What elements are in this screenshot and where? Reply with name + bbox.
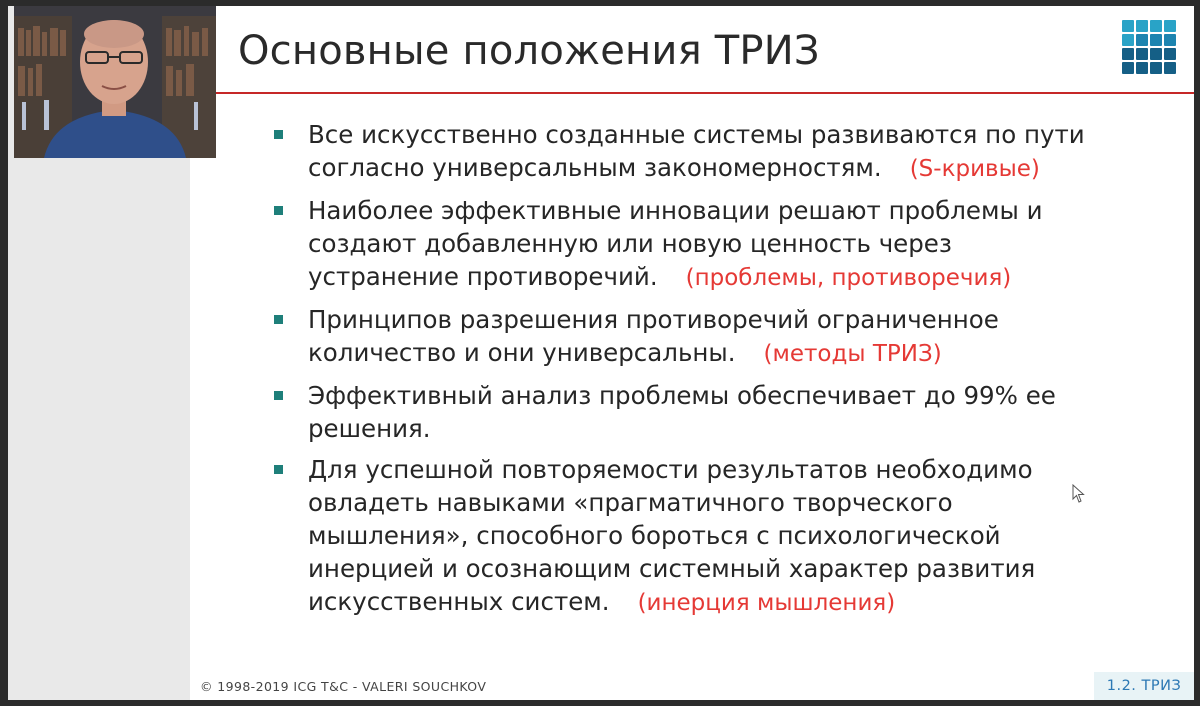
- logo-cell: [1150, 20, 1162, 32]
- bullet-line: [308, 486, 1090, 519]
- bullet-text: решения.: [308, 414, 431, 443]
- bullet-item: [270, 453, 1090, 620]
- logo-cell: [1122, 62, 1134, 74]
- bullet-text: Наиболее эффективные инновации решают проблемы и: [308, 196, 1043, 225]
- grid-logo-icon: [1122, 20, 1178, 76]
- bullet-text: Для успешной повторяемости результатов необходимо: [308, 455, 1033, 484]
- bullet-text: Принципов разрешения противоречий ограниченное: [308, 305, 999, 334]
- logo-cell: [1136, 48, 1148, 60]
- square-bullet-icon: [274, 315, 283, 324]
- bullet-text: создают добавленную или новую ценность через: [308, 229, 952, 258]
- logo-cell: [1122, 20, 1134, 32]
- logo-cell: [1122, 48, 1134, 60]
- bullet-line: [308, 227, 1090, 260]
- logo-cell: [1150, 62, 1162, 74]
- bullet-item: [270, 194, 1090, 295]
- presentation-frame: [8, 6, 1194, 700]
- bullet-line: [308, 194, 1090, 227]
- bullet-item: [270, 379, 1090, 445]
- logo-cell: [1164, 48, 1176, 60]
- bullet-text: мышления», способного бороться с психологической: [308, 521, 1001, 550]
- title-divider: [216, 92, 1194, 94]
- logo-cell: [1136, 20, 1148, 32]
- logo-cell: [1136, 34, 1148, 46]
- square-bullet-icon: [274, 206, 283, 215]
- bullet-text: согласно универсальным закономерностям.: [308, 153, 882, 182]
- bullet-annotation: (инерция мышления): [637, 590, 896, 616]
- logo-cell: [1150, 34, 1162, 46]
- bullet-annotation: (проблемы, противоречия): [685, 265, 1012, 291]
- square-bullet-icon: [274, 130, 283, 139]
- square-bullet-icon: [274, 391, 283, 400]
- bullet-item: [270, 303, 1090, 371]
- bullet-text: Все искусственно созданные системы развиваются по пути: [308, 120, 1085, 149]
- bullet-line: [308, 519, 1090, 552]
- logo-cell: [1164, 20, 1176, 32]
- bullet-line: [308, 336, 1090, 371]
- page-title: Основные положения ТРИЗ: [238, 28, 820, 74]
- bullet-line: [308, 303, 1090, 336]
- footer-copyright: © 1998-2019 ICG T&C - VALERI SOUCHKOV: [200, 679, 487, 694]
- logo-cell: [1164, 62, 1176, 74]
- bullet-line: [308, 453, 1090, 486]
- bullet-line: [308, 585, 1090, 620]
- bullet-text: Эффективный анализ проблемы обеспечивает до 99% ее: [308, 381, 1056, 410]
- logo-cell: [1164, 34, 1176, 46]
- square-bullet-icon: [274, 465, 283, 474]
- bullet-text: количество и они универсальны.: [308, 338, 736, 367]
- bullet-line: [308, 118, 1090, 151]
- logo-cell: [1122, 34, 1134, 46]
- bullet-text: овладеть навыками «прагматичного творческого: [308, 488, 953, 517]
- bullet-line: [308, 151, 1090, 186]
- webcam-video-overlay[interactable]: [14, 6, 216, 158]
- bullet-annotation: (методы ТРИЗ): [763, 341, 942, 367]
- bullet-line: [308, 552, 1090, 585]
- logo-cell: [1150, 48, 1162, 60]
- bullet-item: [270, 118, 1090, 186]
- bullet-annotation: (S-кривые): [909, 156, 1040, 182]
- mouse-pointer-icon: [1072, 484, 1086, 504]
- logo-cell: [1136, 62, 1148, 74]
- bullet-line: [308, 379, 1090, 412]
- bullet-line: [308, 412, 1090, 445]
- section-label: 1.2. ТРИЗ: [1094, 672, 1194, 700]
- bullet-text: инерцией и осознающим системный характер развития: [308, 554, 1036, 583]
- bullet-list: [270, 118, 1090, 628]
- speaker-video-icon: [14, 6, 216, 158]
- bullet-line: [308, 260, 1090, 295]
- bullet-text: искусственных систем.: [308, 587, 610, 616]
- bullet-text: устранение противоречий.: [308, 262, 658, 291]
